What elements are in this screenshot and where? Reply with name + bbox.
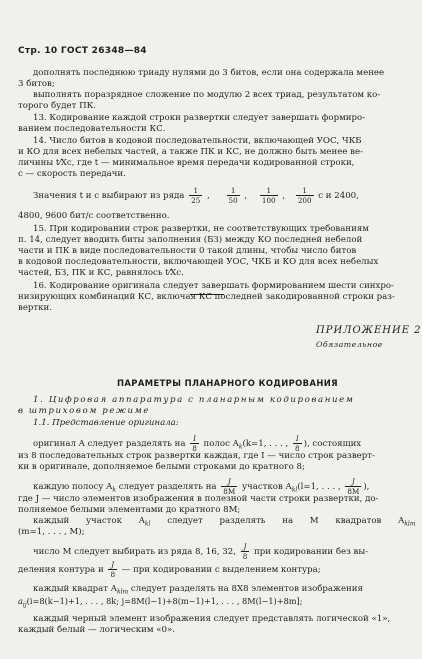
appendix-title: ПРИЛОЖЕНИЕ 2 [316, 325, 422, 336]
formula-line: деления контура и $\frac{J}{8}$ — при кодировании с выделением контура; [18, 560, 321, 579]
text-line: низирующих комбинаций КС, включая КС последней закодированной строки раз- [18, 292, 395, 302]
text-line: c — скорость передачи. [18, 169, 126, 179]
fraction: $\frac{J}{8M}$ [223, 477, 236, 496]
text-line: 14. Число битов в кодовой последовательности, включающей УОС, ЧКБ [33, 136, 362, 146]
section-heading: 1. Цифровая аппаратура с планарным кодированием [33, 395, 355, 405]
formula-line: каждую полосу $A_k$ следует разделять на $\frac{J}{8M}$ участков $A_{kl}(l=1$, . . . , $\frac{J}{8M}$ ), [33, 477, 370, 496]
text-line: каждый черный элемент изображения следует представлять логической «1», [33, 614, 391, 624]
fraction: $\frac{1}{200}$ [297, 186, 312, 205]
text-line: личины t⁄Xc, где t — минимальное время передачи кодированной строки, [18, 158, 355, 168]
text-line: выполнять поразрядное сложение по модулю 2 всех триад, результатом ко- [33, 90, 381, 100]
text-line: 16. Кодирование оригинала следует завершать формированием шести синхро- [33, 281, 394, 291]
text-line: каждый белый — логическим «0». [18, 625, 176, 635]
text-line: части и ПК в виде последовательности 0 такой длины, чтобы число битов [18, 246, 357, 256]
subsection-heading: 1.1. Представление оригинала: [33, 418, 179, 428]
formula-line: $a_{ij}(i=8(k-1)+1$, . . . , 8k; j=8M(l−1)+8(m−1)+1, . . . , 8M(l−1)+8m]; [18, 596, 303, 609]
formula-line: каждый участок $A_{kl}$ следует разделять на M квадратов $A_{klm}$ [33, 516, 416, 528]
fraction: $\frac{J}{8}$ [242, 542, 248, 561]
fraction: $\frac{1}{50}$ [228, 186, 238, 205]
page-header: Стр. 10 ГОСТ 26348—84 [18, 46, 147, 56]
separator-rule [190, 294, 224, 295]
text-line: полняемое белыми элементами до кратного 8M; [18, 505, 241, 515]
fraction: $\frac{I}{8}$ [295, 434, 300, 453]
text-line: в кодовой последовательности, включающей УОС, ЧКБ и КО для всех небелых [18, 257, 379, 267]
fraction: $\frac{J}{8M}$ [347, 477, 360, 496]
text-line: (m=1, . . . , M); [18, 527, 85, 537]
text-line: и КО для всех небелых частей, а также ПК и КС, не должно быть менее ве- [18, 147, 363, 157]
series-line: Значения t и c выбирают из ряда $\frac{1}{25}$ , $\frac{1}{50}$ , $\frac{1}{100}$ , $\frac{1}{200}$ c и 2400, [33, 186, 359, 205]
series-text: Значения t и c выбирают из ряда [33, 191, 185, 201]
section-title: ПАРАМЕТРЫ ПЛАНАРНОГО КОДИРОВАНИЯ [117, 378, 339, 388]
text-line: ки в оригинале, дополняемое белыми строками до кратного 8; [18, 462, 305, 472]
text-line: 13. Кодирование каждой строки развертки следует завершать формиро- [33, 113, 366, 123]
appendix-status: Обязательное [316, 340, 383, 349]
formula-line: оригинал A следует разделять на $\frac{I}{8}$ полос $A_k(k=1$, . . . , $\frac{I}{8}$ ), состоящих [33, 434, 362, 453]
formula-line: каждый квадрат $A_{klm}$ следует разделять на 8X8 элементов изображения [33, 584, 363, 596]
fraction: $\frac{J}{8}$ [110, 560, 116, 579]
series-text-end: c и 2400, [318, 191, 359, 201]
fraction: $\frac{I}{8}$ [192, 434, 197, 453]
text-line: частей, БЗ, ПК и КС, равнялось t⁄Xc. [18, 268, 184, 278]
text-line: 4800, 9600 бит/с соответственно. [18, 211, 170, 221]
fraction: $\frac{1}{100}$ [261, 186, 276, 205]
text-line: ванием последовательности КС. [18, 124, 166, 134]
formula-line: число M следует выбирать из ряда 8, 16, 32, $\frac{J}{8}$ при кодировании без вы- [33, 542, 369, 561]
text-line: вертки. [18, 303, 53, 313]
section-heading: в штриховом режиме [18, 406, 151, 416]
text-line: дополнять последнюю триаду нулями до 3 битов, если она содержала менее [33, 68, 385, 78]
text-line: из 8 последовательных строк развертки каждая, где I — число строк разверт- [18, 451, 375, 461]
fraction: $\frac{1}{25}$ [191, 186, 201, 205]
text-line: торого будет ПК. [18, 101, 96, 111]
text-line: 3 битов; [18, 79, 55, 89]
text-line: 15. При кодировании строк развертки, не соответствующих требованиям [33, 224, 369, 234]
text-line: где J — число элементов изображения в полезной части строки развертки, до- [18, 494, 379, 504]
text-line: п. 14, следует вводить биты заполнения (БЗ) между КО последней небелой [18, 235, 363, 245]
